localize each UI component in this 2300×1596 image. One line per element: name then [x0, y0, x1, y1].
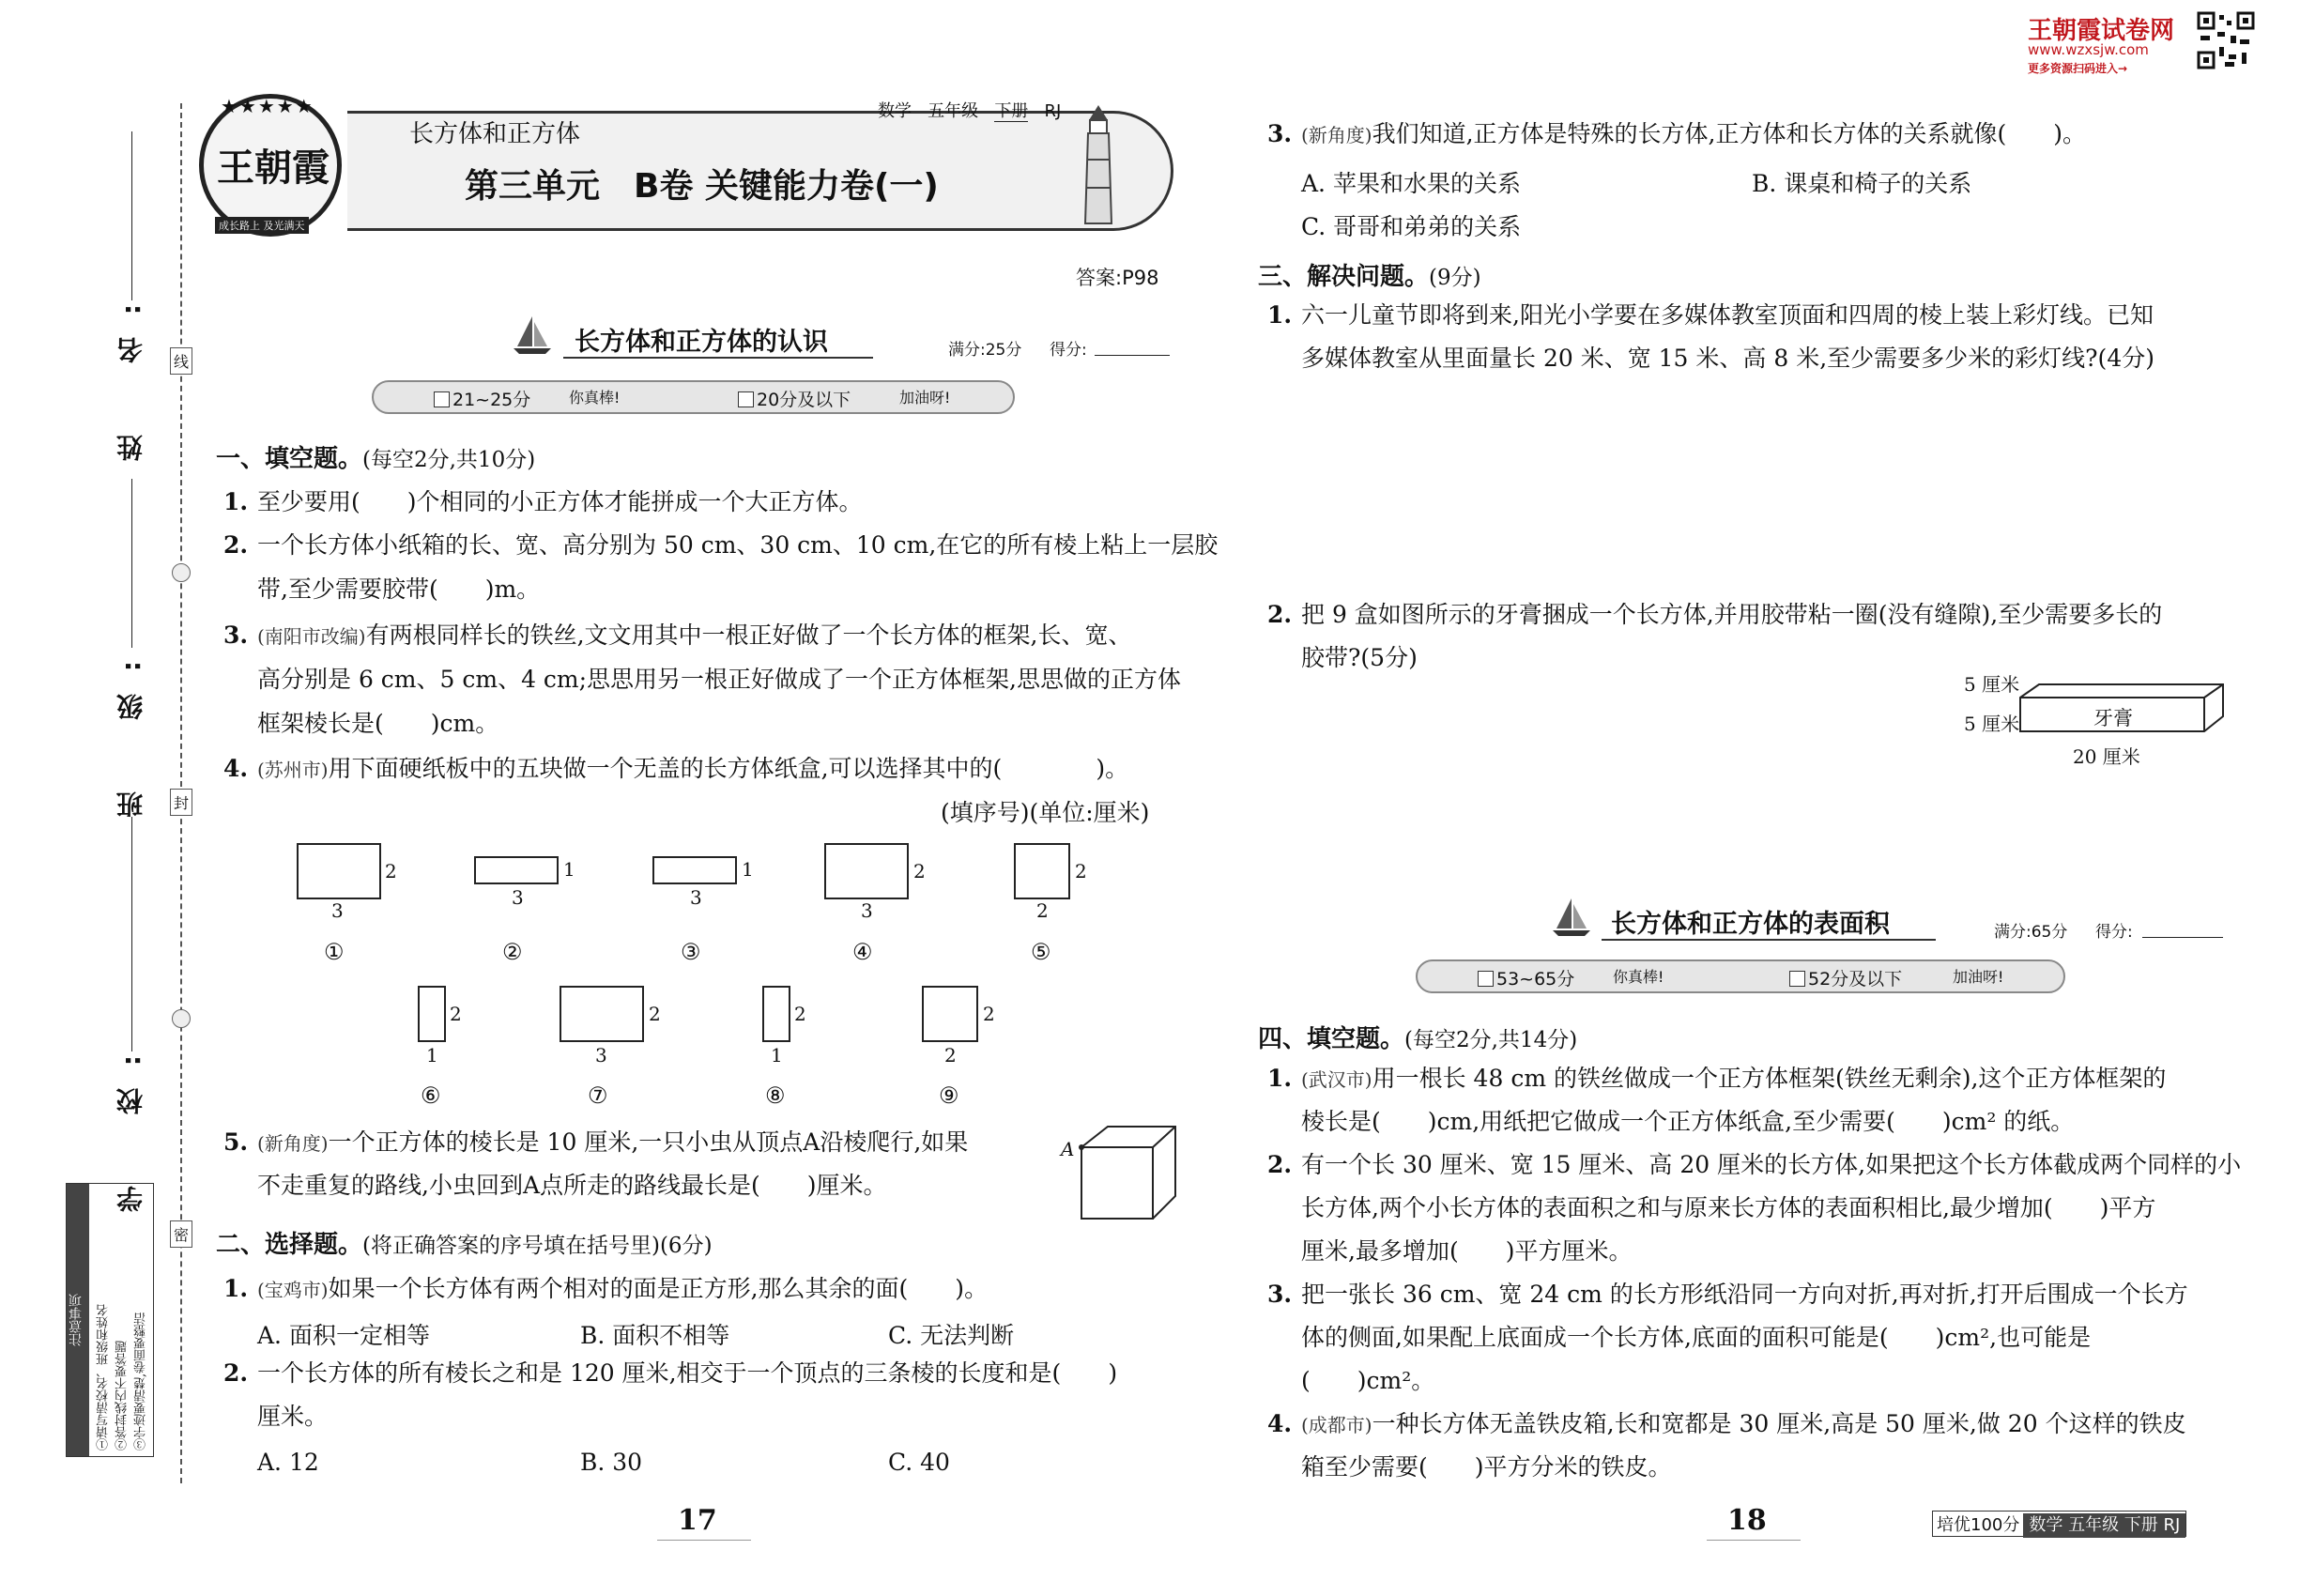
p1-q5: 5. (新角度)一个正方体的棱长是 10 厘米,一只小虫从顶点A沿棱爬行,如果 [223, 1128, 969, 1156]
section-b-score-field[interactable] [2142, 937, 2223, 938]
section-a-opt2-note: 加油呀! [899, 389, 951, 407]
cube-figure [1059, 1123, 1181, 1226]
board-8-id: ⑧ [765, 1082, 786, 1109]
board-7-id: ⑦ [588, 1082, 608, 1109]
p4-q2-l3: 厘米,最多增加( )平方厘米。 [1301, 1237, 1633, 1265]
notice-item-3: ③字迹要清楚,卷面要整洁 [134, 1312, 148, 1450]
section-a-opt2[interactable]: 20分及以下 [738, 386, 851, 411]
section-a-title: 长方体和正方体的认识 [575, 328, 828, 357]
tag-subject: 数学 [878, 101, 912, 121]
p1-q2-l2: 带,至少需要胶带( )m。 [257, 575, 541, 603]
board-9-id: ⑨ [939, 1082, 959, 1109]
board-8-h: 2 [794, 1003, 806, 1025]
board-5-w: 2 [1036, 899, 1049, 922]
notice-title: 注意事项 [67, 1184, 89, 1456]
board-4-id: ④ [852, 939, 873, 965]
part2-heading: 二、选择题。(将正确答案的序号填在括号里)(6分) [216, 1231, 713, 1259]
p4-q3: 3. 把一张长 36 cm、宽 24 cm 的长方形纸沿同一方向对折,再对折,打开后围成一个长方 [1267, 1281, 2188, 1308]
p2-q1-opt-b[interactable]: B. 面积不相等 [580, 1322, 730, 1349]
part1-heading: 一、填空题。(每空2分,共10分) [216, 445, 536, 473]
sailboat-icon [512, 315, 553, 356]
brand-name: 王朝霞 [217, 146, 330, 190]
tag-edition: RJ [1044, 101, 1062, 121]
notice-item-1: ①请写清校名、班级和姓名 [97, 1304, 111, 1450]
board-7-h: 2 [649, 1003, 661, 1025]
part4-heading: 四、填空题。(每空2分,共14分) [1258, 1025, 1578, 1053]
board-7-w: 3 [595, 1044, 607, 1067]
p1-q2: 2. 一个长方体小纸箱的长、宽、高分别为 50 cm、30 cm、10 cm,在它的所有棱上粘上一层胶 [223, 531, 1219, 559]
p2-q2-opt-a[interactable]: A. 12 [257, 1449, 319, 1476]
class-label: 班 级: [115, 638, 146, 819]
p4-q4: 4. (成都市)一种长方体无盖铁皮箱,长和宽都是 30 厘米,高是 50 厘米,做 20 个这样的铁皮 [1267, 1410, 2186, 1437]
board-2-w: 3 [512, 886, 524, 909]
section-b-title-underline [1602, 939, 1936, 941]
p2-q2-l2: 厘米。 [257, 1403, 329, 1430]
cut-mark-seal: 封 [170, 789, 192, 816]
board-8-w: 1 [771, 1044, 783, 1067]
p2-q2-opt-b[interactable]: B. 30 [580, 1449, 643, 1476]
section-a-full-score: 满分:25分 [948, 341, 1022, 360]
site-name: 王朝霞试卷网 [2028, 17, 2175, 45]
board-5-h: 2 [1075, 860, 1087, 882]
board-1-h: 2 [385, 860, 397, 882]
notice-box [66, 1183, 154, 1457]
p2-q3-opt-c[interactable]: C. 哥哥和弟弟的关系 [1301, 213, 1522, 240]
p1-q3-l2: 高分别是 6 cm、5 cm、4 cm;思思用另一根正好做成了一个正方体框架,思思做的正方体 [257, 666, 1181, 693]
name-label: 姓 名: [115, 282, 146, 462]
section-a-title-underline [563, 357, 873, 359]
p2-q1: 1. (宝鸡市)如果一个长方体有两个相对的面是正方形,那么其余的面( )。 [223, 1275, 989, 1302]
p4-q2-l2: 长方体,两个小长方体的表面积之和与原来长方体的表面积相比,最少增加( )平方 [1301, 1194, 2156, 1221]
footer-series-badge [1932, 1511, 2186, 1537]
footer-series: 培优100分 [1937, 1515, 2020, 1535]
chapter-title: 长方体和正方体 [409, 120, 581, 148]
notice-item-2: ②答封线内不要答题 [115, 1341, 130, 1450]
brand-stars: ★★★★★ [221, 95, 314, 117]
p1-q1: 1. 至少要用( )个相同的小正方体才能拼成一个大正方体。 [223, 488, 863, 515]
binding-hole-1 [172, 563, 191, 582]
board-3-id: ③ [681, 939, 701, 965]
p4-q2: 2. 有一个长 30 厘米、宽 15 厘米、高 20 厘米的长方体,如果把这个长方体截成两个同样的小 [1267, 1151, 2242, 1178]
brand-logo [199, 94, 342, 237]
box-label: 牙膏 [2093, 707, 2133, 729]
p4-q1-l2: 棱长是( )cm,用纸把它做成一个正方体纸盒,至少需要( )cm² 的纸。 [1301, 1108, 2075, 1135]
p4-q3-l2: 体的侧面,如果配上底面成一个长方体,底面的面积可能是( )cm²,也可能是 [1301, 1324, 2092, 1351]
p3-q1: 1. 六一儿童节即将到来,阳光小学要在多媒体教室顶面和四周的棱上装上彩灯线。已知 [1267, 301, 2154, 329]
board-6-h: 2 [450, 1003, 462, 1025]
binding-strip [56, 94, 197, 1502]
cube-vertex-label: A [1061, 1138, 1075, 1160]
p2-q3-opt-b[interactable]: B. 课桌和椅子的关系 [1752, 170, 1972, 197]
board-2-h: 1 [563, 858, 575, 881]
section-a-opt1-note: 你真棒! [569, 389, 621, 407]
section-b-score-bar [1416, 959, 2065, 993]
p3-q2-l2: 胶带?(5分) [1301, 644, 1418, 671]
board-1-w: 3 [331, 899, 344, 922]
p2-q3-opt-a[interactable]: A. 苹果和水果的关系 [1301, 170, 1521, 197]
board-6-w: 1 [426, 1044, 438, 1067]
p3-q2: 2. 把 9 盒如图所示的牙膏捆成一个长方体,并用胶带粘一圈(没有缝隙),至少需要多长的 [1267, 601, 2163, 628]
board-9-h: 2 [983, 1003, 995, 1025]
page-number-right: 18 [1727, 1504, 1767, 1537]
page-number-left: 17 [678, 1504, 717, 1537]
section-a-opt1[interactable]: 21~25分 [434, 386, 530, 411]
site-url: www.wzxsjw.com [2028, 41, 2149, 58]
checkbox[interactable] [738, 391, 754, 407]
box-dim-width: 5 厘米 [1964, 713, 2020, 735]
section-b-full-score: 满分:65分 [1994, 923, 2068, 942]
box-dim-length: 20 厘米 [2073, 745, 2140, 768]
brand-slogan: 成长路上 及光满天 [215, 217, 309, 234]
checkbox[interactable] [1789, 971, 1805, 987]
p1-q4-l2: (填序号)(单位:厘米) [941, 799, 1150, 826]
section-a-score-bar [372, 380, 1015, 414]
section-b-opt1[interactable]: 53~65分 [1478, 965, 1574, 990]
cut-mark-line: 线 [170, 347, 192, 375]
p2-q2: 2. 一个长方体的所有棱长之和是 120 厘米,相交于一个顶点的三条棱的长度和是( ) [223, 1359, 1118, 1387]
section-b-opt2[interactable]: 52分及以下 [1789, 965, 1902, 990]
checkbox[interactable] [434, 391, 450, 407]
section-b-opt2-note: 加油呀! [1953, 968, 2004, 986]
board-3-h: 1 [742, 858, 754, 881]
answer-reference: 答案:P98 [1076, 267, 1159, 289]
board-5-id: ⑤ [1031, 939, 1051, 965]
board-1-id: ① [324, 939, 345, 965]
unit-title: 第三单元 B卷 关键能力卷(一) [465, 167, 939, 206]
name-field-line [131, 131, 132, 300]
section-b-score-label: 得分: [2095, 923, 2133, 942]
sailboat-icon [1551, 897, 1592, 938]
board-9-w: 2 [944, 1044, 957, 1067]
p4-q3-l3: ( )cm²。 [1301, 1367, 1435, 1394]
page-right-wave [1707, 1540, 1801, 1541]
binding-hole-2 [172, 1009, 191, 1028]
p2-q2-opt-c[interactable]: C. 40 [888, 1449, 950, 1476]
cut-mark-close: 密 [170, 1220, 192, 1248]
board-4-w: 3 [861, 899, 873, 922]
school-field-line [131, 817, 132, 1051]
p1-q3-l3: 框架棱长是( )cm。 [257, 710, 499, 737]
p2-q3: 3. (新角度)我们知道,正方体是特殊的长方体,正方体和长方体的关系就像( )。 [1267, 120, 2087, 147]
p4-q1: 1. (武汉市)用一根长 48 cm 的铁丝做成一个正方体框架(铁丝无剩余),这个正方体框架的 [1267, 1065, 2167, 1092]
p3-q1-answer-area[interactable] [1301, 385, 2221, 591]
section-b-title: 长方体和正方体的表面积 [1611, 910, 1890, 939]
p2-q1-opt-a[interactable]: A. 面积一定相等 [257, 1322, 430, 1349]
section-a-score-field[interactable] [1095, 355, 1170, 356]
board-3-w: 3 [690, 886, 702, 909]
board-4-h: 2 [913, 860, 926, 882]
board-6-id: ⑥ [421, 1082, 441, 1109]
page-left-wave [657, 1540, 751, 1541]
p1-q5-l2: 不走重复的路线,小虫回到A点所走的路线最长是( )厘米。 [257, 1172, 887, 1199]
p3-q1-l2: 多媒体教室从里面量长 20 米、宽 15 米、高 8 米,至少需要多少米的彩灯线?(4分) [1301, 345, 2154, 372]
p2-q1-opt-c[interactable]: C. 无法判断 [888, 1322, 1015, 1349]
tag-grade: 五年级 [928, 101, 979, 121]
p4-q4-l2: 箱至少需要( )平方分米的铁皮。 [1301, 1453, 1672, 1481]
tag-volume: 下册 [994, 101, 1029, 121]
p1-q3: 3. (南阳市改编)有两根同样长的铁丝,文文用其中一根正好做了一个长方体的框架,长、宽、 [223, 622, 1132, 649]
subject-tags [878, 98, 1061, 122]
site-tip: 更多资源扫码进入→ [2028, 62, 2128, 75]
lighthouse-icon [1080, 103, 1117, 225]
part3-heading: 三、解决问题。(9分) [1258, 263, 1481, 291]
class-field-line [131, 479, 132, 648]
p1-q4: 4. (苏州市)用下面硬纸板中的五块做一个无盖的长方体纸盒,可以选择其中的( )。 [223, 755, 1129, 782]
checkbox[interactable] [1478, 971, 1494, 987]
footer-tags: 数学 五年级 下册 RJ [2023, 1513, 2185, 1538]
board-2-id: ② [502, 939, 523, 965]
school-label: 学 校: [115, 1033, 146, 1213]
box-dim-height: 5 厘米 [1964, 673, 2020, 696]
section-a-score-label: 得分: [1050, 341, 1087, 360]
qr-code[interactable] [2197, 11, 2255, 69]
section-b-opt1-note: 你真棒! [1613, 968, 1664, 986]
